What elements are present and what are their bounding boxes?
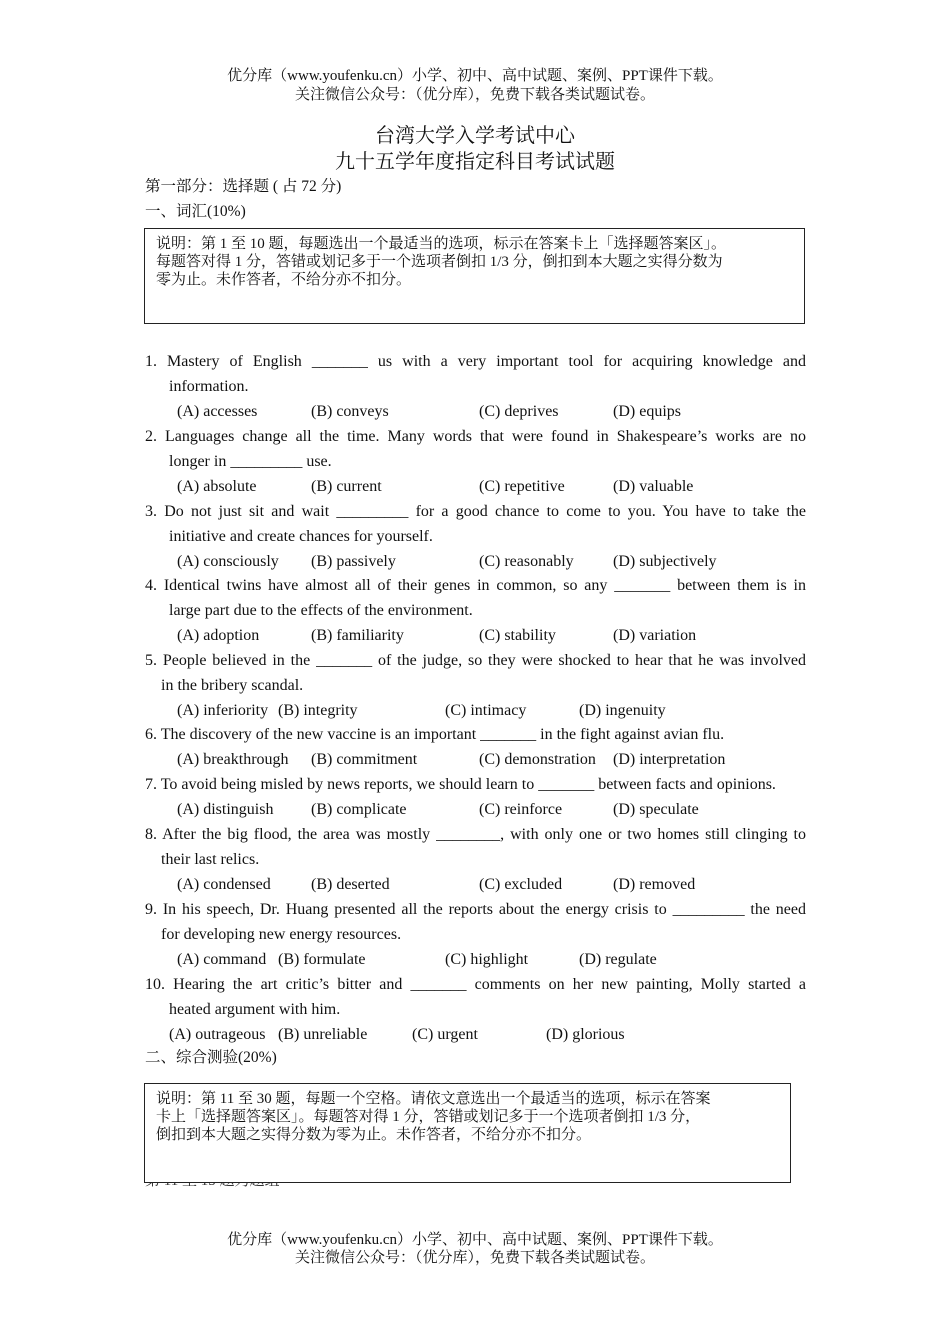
option-c: (C) excluded (479, 876, 563, 893)
question-stem: 10. Hearing the art critic’s bitter and _______ comments on her new painting, Molly started a (145, 976, 806, 993)
option-a: (A) inferiority (177, 702, 269, 719)
option-a: (A) adoption (177, 627, 260, 644)
section-comprehensive-heading: 二、综合测验(20%) (145, 1049, 277, 1066)
instructions-box-comprehensive (144, 1083, 791, 1183)
answer-options (145, 698, 806, 723)
option-d: (D) removed (613, 876, 696, 893)
option-a: (A) absolute (177, 478, 257, 495)
question-stem: 3. Do not just sit and wait _________ for a good chance to come to you. You have to take the (145, 503, 806, 520)
question-stem-continued: heated argument with him. (169, 1001, 341, 1018)
option-c: (C) repetitive (479, 478, 565, 495)
instructions-line: 说明：第 1 至 10 题，每题选出一个最适当的选项，标示在答案卡上「选择题答案区」。 (156, 236, 727, 252)
question-stem-continued: their last relics. (161, 851, 260, 868)
question-7 (145, 772, 806, 822)
exam-title-line-2: 九十五学年度指定科目考试试题 (335, 151, 615, 173)
option-a: (A) consciously (177, 553, 279, 570)
instructions-box-vocabulary (144, 228, 805, 324)
option-b: (B) current (311, 478, 382, 495)
question-9 (145, 897, 806, 972)
exam-title-line-1: 台湾大学入学考试中心 (375, 125, 575, 147)
question-stem-continued: information. (169, 378, 249, 395)
question-stem-continued: large part due to the effects of the environment. (169, 602, 473, 619)
section-vocabulary-heading: 一、词汇(10%) (145, 203, 246, 220)
option-c: (C) reasonably (479, 553, 574, 570)
option-b: (B) complicate (311, 801, 407, 818)
option-b: (B) conveys (311, 403, 389, 420)
question-stem: 9. In his speech, Dr. Huang presented all the reports about the energy crisis to _________ the need (145, 901, 806, 918)
part-heading: 第一部分：选择题 ( 占 72 分) (145, 178, 342, 195)
option-d: (D) equips (613, 403, 681, 420)
question-stem-continued: longer in _________ use. (169, 453, 332, 470)
option-b: (B) integrity (278, 702, 358, 719)
question-1 (145, 349, 806, 424)
question-stem: 8. After the big flood, the area was mostly ________, with only one or two homes still clinging to (145, 826, 806, 843)
instructions-line: 卡上「选择题答案区」。每题答对得 1 分，答错或划记多于一个选项者倒扣 1/3 分， (156, 1109, 701, 1125)
question-stem: 6. The discovery of the new vaccine is an important _______ in the fight against avian flu. (145, 726, 725, 743)
option-a: (A) accesses (177, 403, 258, 420)
question-4 (145, 573, 806, 648)
question-stem: 2. Languages change all the time. Many words that were found in Shakespeare’s works are no (145, 428, 806, 445)
option-b: (B) passively (311, 553, 396, 570)
option-c: (C) reinforce (479, 801, 563, 818)
option-c: (C) demonstration (479, 751, 596, 768)
option-a: (A) command (177, 951, 267, 968)
option-a: (A) outrageous (169, 1026, 266, 1043)
option-d: (D) glorious (546, 1026, 625, 1043)
answer-options (145, 474, 806, 499)
instructions-line: 零为止。未作答者，不给分亦不扣分。 (156, 272, 412, 288)
answer-options (145, 947, 806, 972)
footer-line-1: 优分库（www.youfenku.cn）小学、初中、高中试题、案例、PPT课件下载。 (227, 1232, 723, 1248)
option-b: (B) formulate (278, 951, 366, 968)
header-line-2: 关注微信公众号：（优分库），免费下载各类试题试卷。 (294, 87, 655, 103)
footer-line-2: 关注微信公众号：（优分库），免费下载各类试题试卷。 (294, 1250, 655, 1266)
option-c: (C) intimacy (445, 702, 527, 719)
answer-options (145, 1022, 806, 1047)
option-b: (B) familiarity (311, 627, 404, 644)
option-b: (B) unreliable (278, 1026, 368, 1043)
question-3 (145, 499, 806, 574)
instructions-line: 每题答对得 1 分，答错或划记多于一个选项者倒扣 1/3 分，倒扣到本大题之实得分数为 (156, 254, 723, 270)
option-d: (D) speculate (613, 801, 699, 818)
option-d: (D) subjectively (613, 553, 717, 570)
option-d: (D) ingenuity (579, 702, 666, 719)
answer-options (145, 797, 806, 822)
answer-options (145, 747, 806, 772)
answer-options (145, 549, 806, 574)
question-stem-continued: in the bribery scandal. (161, 677, 304, 694)
question-stem-continued: for developing new energy resources. (161, 926, 402, 943)
answer-options (145, 399, 806, 424)
option-d: (D) interpretation (613, 751, 726, 768)
question-8 (145, 822, 806, 897)
question-stem: 5. People believed in the _______ of the judge, so they were shocked to hear that he was involved (145, 652, 806, 669)
option-c: (C) urgent (412, 1026, 478, 1043)
question-6 (145, 722, 806, 772)
option-a: (A) distinguish (177, 801, 274, 818)
option-a: (A) breakthrough (177, 751, 289, 768)
option-d: (D) variation (613, 627, 697, 644)
question-10 (145, 972, 806, 1047)
instructions-line: 倒扣到本大题之实得分数为零为止。未作答者，不给分亦不扣分。 (156, 1127, 592, 1143)
question-5 (145, 648, 806, 723)
option-d: (D) regulate (579, 951, 657, 968)
option-c: (C) deprives (479, 403, 559, 420)
question-stem: 7. To avoid being misled by news reports, we should learn to _______ between facts and opinions. (145, 776, 776, 793)
option-b: (B) deserted (311, 876, 390, 893)
question-2 (145, 424, 806, 499)
option-d: (D) valuable (613, 478, 694, 495)
question-stem: 1. Mastery of English _______ us with a very important tool for acquiring knowledge and (145, 353, 806, 370)
answer-options (145, 872, 806, 897)
answer-options (145, 623, 806, 648)
option-c: (C) stability (479, 627, 556, 644)
instructions-line: 说明：第 11 至 30 题，每题一个空格。请依文意选出一个最适当的选项，标示在答案 (156, 1091, 711, 1107)
option-b: (B) commitment (311, 751, 418, 768)
question-stem-continued: initiative and create chances for yourself. (169, 528, 433, 545)
option-c: (C) highlight (445, 951, 529, 968)
option-a: (A) condensed (177, 876, 271, 893)
question-stem: 4. Identical twins have almost all of their genes in common, so any _______ between them is in (145, 577, 806, 594)
header-line-1: 优分库（www.youfenku.cn）小学、初中、高中试题、案例、PPT课件下载。 (227, 68, 723, 84)
